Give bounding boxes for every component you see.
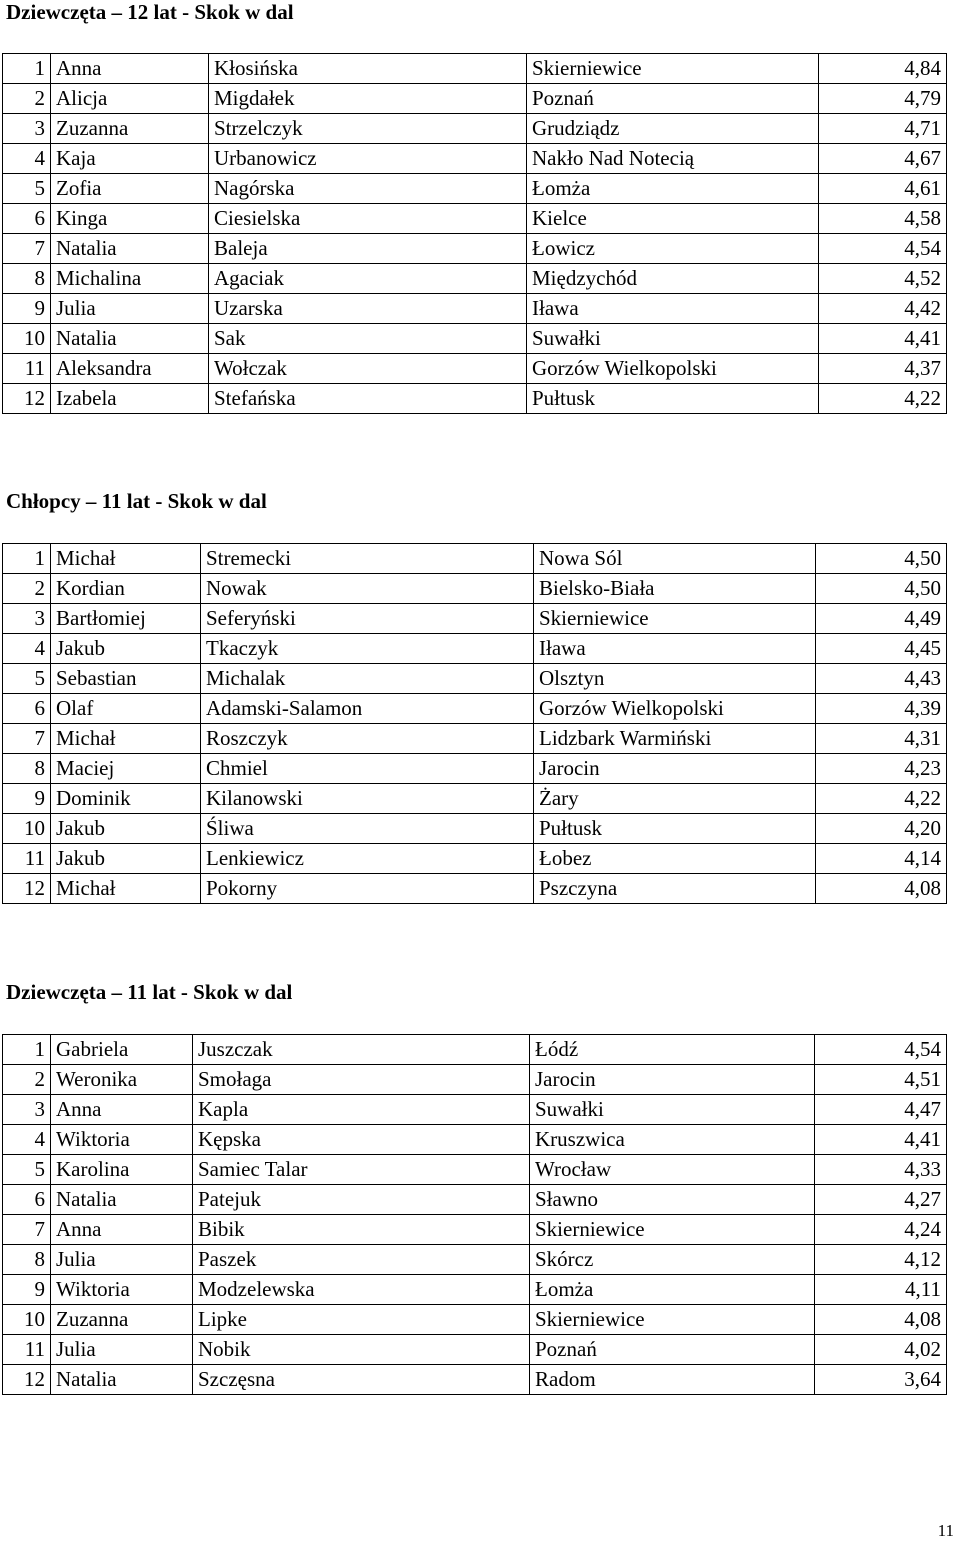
section-title-girls-11: Dziewczęta – 11 lat - Skok w dal (6, 980, 293, 1004)
last-name-cell: Ciesielska (209, 204, 527, 234)
score-cell: 4,51 (815, 1065, 947, 1095)
rank-cell: 6 (3, 694, 51, 724)
score-cell: 4,22 (816, 784, 947, 814)
table-row (3, 1125, 947, 1155)
table-row (3, 354, 947, 384)
city-cell: Suwałki (527, 324, 819, 354)
score-cell: 4,37 (819, 354, 947, 384)
city-cell: Poznań (530, 1335, 815, 1365)
first-name-cell: Jakub (51, 634, 201, 664)
score-cell: 4,84 (819, 54, 947, 84)
last-name-cell: Lipke (193, 1305, 530, 1335)
city-cell: Bielsko-Biała (534, 574, 816, 604)
table-row (3, 324, 947, 354)
first-name-cell: Natalia (51, 234, 209, 264)
last-name-cell: Migdałek (209, 84, 527, 114)
last-name-cell: Modzelewska (193, 1275, 530, 1305)
city-cell: Kielce (527, 204, 819, 234)
last-name-cell: Nobik (193, 1335, 530, 1365)
city-cell: Łobez (534, 844, 816, 874)
rank-cell: 5 (3, 1155, 51, 1185)
score-cell: 4,54 (819, 234, 947, 264)
table-row (3, 1155, 947, 1185)
table-row (3, 604, 947, 634)
city-cell: Łomża (530, 1275, 815, 1305)
rank-cell: 10 (3, 1305, 51, 1335)
score-cell: 4,27 (815, 1185, 947, 1215)
results-table-girls-11 (2, 1034, 947, 1395)
first-name-cell: Natalia (51, 1365, 193, 1395)
city-cell: Iława (534, 634, 816, 664)
score-cell: 4,33 (815, 1155, 947, 1185)
rank-cell: 8 (3, 1245, 51, 1275)
first-name-cell: Jakub (51, 844, 201, 874)
table-row (3, 84, 947, 114)
score-cell: 4,61 (819, 174, 947, 204)
first-name-cell: Anna (51, 54, 209, 84)
first-name-cell: Anna (51, 1095, 193, 1125)
first-name-cell: Michał (51, 724, 201, 754)
last-name-cell: Smołaga (193, 1065, 530, 1095)
score-cell: 4,47 (815, 1095, 947, 1125)
score-cell: 4,41 (819, 324, 947, 354)
first-name-cell: Michał (51, 544, 201, 574)
last-name-cell: Samiec Talar (193, 1155, 530, 1185)
score-cell: 4,42 (819, 294, 947, 324)
score-cell: 4,20 (816, 814, 947, 844)
table-row (3, 784, 947, 814)
score-cell: 4,11 (815, 1275, 947, 1305)
table-row (3, 264, 947, 294)
score-cell: 4,24 (815, 1215, 947, 1245)
table-row (3, 574, 947, 604)
rank-cell: 1 (3, 544, 51, 574)
table-row (3, 54, 947, 84)
table-row (3, 1065, 947, 1095)
rank-cell: 1 (3, 54, 51, 84)
city-cell: Lidzbark Warmiński (534, 724, 816, 754)
first-name-cell: Michał (51, 874, 201, 904)
rank-cell: 4 (3, 144, 51, 174)
table-row (3, 234, 947, 264)
last-name-cell: Szczęsna (193, 1365, 530, 1395)
rank-cell: 5 (3, 664, 51, 694)
table-row (3, 724, 947, 754)
rank-cell: 7 (3, 1215, 51, 1245)
table-row (3, 874, 947, 904)
table-row (3, 144, 947, 174)
first-name-cell: Anna (51, 1215, 193, 1245)
last-name-cell: Agaciak (209, 264, 527, 294)
score-cell: 4,50 (816, 574, 947, 604)
city-cell: Międzychód (527, 264, 819, 294)
city-cell: Radom (530, 1365, 815, 1395)
first-name-cell: Kinga (51, 204, 209, 234)
rank-cell: 8 (3, 754, 51, 784)
table-row (3, 114, 947, 144)
table-row (3, 544, 947, 574)
last-name-cell: Śliwa (201, 814, 534, 844)
rank-cell: 12 (3, 1365, 51, 1395)
rank-cell: 6 (3, 204, 51, 234)
last-name-cell: Strzelczyk (209, 114, 527, 144)
score-cell: 4,39 (816, 694, 947, 724)
rank-cell: 10 (3, 814, 51, 844)
last-name-cell: Michalak (201, 664, 534, 694)
score-cell: 4,50 (816, 544, 947, 574)
last-name-cell: Kapla (193, 1095, 530, 1125)
table-row (3, 814, 947, 844)
city-cell: Nowa Sól (534, 544, 816, 574)
rank-cell: 11 (3, 354, 51, 384)
city-cell: Jarocin (530, 1065, 815, 1095)
last-name-cell: Kępska (193, 1125, 530, 1155)
last-name-cell: Stremecki (201, 544, 534, 574)
table-row (3, 1335, 947, 1365)
rank-cell: 4 (3, 634, 51, 664)
city-cell: Iława (527, 294, 819, 324)
first-name-cell: Natalia (51, 324, 209, 354)
rank-cell: 9 (3, 1275, 51, 1305)
score-cell: 4,43 (816, 664, 947, 694)
city-cell: Wrocław (530, 1155, 815, 1185)
last-name-cell: Bibik (193, 1215, 530, 1245)
city-cell: Skórcz (530, 1245, 815, 1275)
rank-cell: 4 (3, 1125, 51, 1155)
table-row (3, 694, 947, 724)
city-cell: Nakło Nad Notecią (527, 144, 819, 174)
rank-cell: 3 (3, 604, 51, 634)
city-cell: Żary (534, 784, 816, 814)
table-row (3, 1095, 947, 1125)
table-row (3, 294, 947, 324)
score-cell: 4,52 (819, 264, 947, 294)
last-name-cell: Sak (209, 324, 527, 354)
table-row (3, 174, 947, 204)
first-name-cell: Maciej (51, 754, 201, 784)
score-cell: 4,12 (815, 1245, 947, 1275)
score-cell: 4,41 (815, 1125, 947, 1155)
last-name-cell: Uzarska (209, 294, 527, 324)
first-name-cell: Aleksandra (51, 354, 209, 384)
first-name-cell: Michalina (51, 264, 209, 294)
first-name-cell: Dominik (51, 784, 201, 814)
first-name-cell: Kaja (51, 144, 209, 174)
last-name-cell: Patejuk (193, 1185, 530, 1215)
table-row (3, 664, 947, 694)
city-cell: Poznań (527, 84, 819, 114)
city-cell: Łowicz (527, 234, 819, 264)
score-cell: 4,23 (816, 754, 947, 784)
score-cell: 4,31 (816, 724, 947, 754)
rank-cell: 12 (3, 874, 51, 904)
table-row (3, 1245, 947, 1275)
city-cell: Suwałki (530, 1095, 815, 1125)
table-row (3, 754, 947, 784)
first-name-cell: Olaf (51, 694, 201, 724)
city-cell: Jarocin (534, 754, 816, 784)
first-name-cell: Natalia (51, 1185, 193, 1215)
last-name-cell: Chmiel (201, 754, 534, 784)
first-name-cell: Julia (51, 294, 209, 324)
last-name-cell: Kilanowski (201, 784, 534, 814)
rank-cell: 2 (3, 1065, 51, 1095)
first-name-cell: Julia (51, 1245, 193, 1275)
first-name-cell: Sebastian (51, 664, 201, 694)
city-cell: Gorzów Wielkopolski (534, 694, 816, 724)
first-name-cell: Zofia (51, 174, 209, 204)
score-cell: 4,71 (819, 114, 947, 144)
rank-cell: 12 (3, 384, 51, 414)
last-name-cell: Pokorny (201, 874, 534, 904)
first-name-cell: Jakub (51, 814, 201, 844)
score-cell: 4,54 (815, 1035, 947, 1065)
results-table-boys-11 (2, 543, 947, 904)
rank-cell: 7 (3, 724, 51, 754)
city-cell: Łódź (530, 1035, 815, 1065)
table-row (3, 1035, 947, 1065)
first-name-cell: Kordian (51, 574, 201, 604)
last-name-cell: Lenkiewicz (201, 844, 534, 874)
last-name-cell: Nagórska (209, 174, 527, 204)
city-cell: Łomża (527, 174, 819, 204)
city-cell: Grudziądz (527, 114, 819, 144)
city-cell: Pszczyna (534, 874, 816, 904)
section-title-girls-12: Dziewczęta – 12 lat - Skok w dal (6, 0, 294, 24)
last-name-cell: Stefańska (209, 384, 527, 414)
first-name-cell: Karolina (51, 1155, 193, 1185)
score-cell: 4,67 (819, 144, 947, 174)
last-name-cell: Baleja (209, 234, 527, 264)
first-name-cell: Zuzanna (51, 114, 209, 144)
rank-cell: 3 (3, 114, 51, 144)
score-cell: 3,64 (815, 1365, 947, 1395)
table-row (3, 384, 947, 414)
last-name-cell: Juszczak (193, 1035, 530, 1065)
first-name-cell: Zuzanna (51, 1305, 193, 1335)
last-name-cell: Tkaczyk (201, 634, 534, 664)
last-name-cell: Roszczyk (201, 724, 534, 754)
rank-cell: 8 (3, 264, 51, 294)
table-row (3, 204, 947, 234)
page-number: 11 (937, 1521, 954, 1540)
first-name-cell: Alicja (51, 84, 209, 114)
city-cell: Olsztyn (534, 664, 816, 694)
city-cell: Skierniewice (530, 1305, 815, 1335)
last-name-cell: Kłosińska (209, 54, 527, 84)
score-cell: 4,14 (816, 844, 947, 874)
rank-cell: 3 (3, 1095, 51, 1125)
rank-cell: 6 (3, 1185, 51, 1215)
table-row (3, 1215, 947, 1245)
first-name-cell: Bartłomiej (51, 604, 201, 634)
score-cell: 4,79 (819, 84, 947, 114)
rank-cell: 9 (3, 294, 51, 324)
score-cell: 4,45 (816, 634, 947, 664)
score-cell: 4,08 (815, 1305, 947, 1335)
rank-cell: 2 (3, 84, 51, 114)
city-cell: Kruszwica (530, 1125, 815, 1155)
score-cell: 4,58 (819, 204, 947, 234)
rank-cell: 5 (3, 174, 51, 204)
rank-cell: 11 (3, 1335, 51, 1365)
table-row (3, 634, 947, 664)
city-cell: Pułtusk (527, 384, 819, 414)
rank-cell: 10 (3, 324, 51, 354)
first-name-cell: Wiktoria (51, 1125, 193, 1155)
first-name-cell: Gabriela (51, 1035, 193, 1065)
score-cell: 4,22 (819, 384, 947, 414)
rank-cell: 1 (3, 1035, 51, 1065)
rank-cell: 2 (3, 574, 51, 604)
score-cell: 4,08 (816, 874, 947, 904)
results-table-girls-12 (2, 53, 947, 414)
city-cell: Sławno (530, 1185, 815, 1215)
last-name-cell: Wołczak (209, 354, 527, 384)
table-row (3, 1275, 947, 1305)
table-row (3, 1365, 947, 1395)
score-cell: 4,02 (815, 1335, 947, 1365)
city-cell: Pułtusk (534, 814, 816, 844)
last-name-cell: Urbanowicz (209, 144, 527, 174)
city-cell: Gorzów Wielkopolski (527, 354, 819, 384)
score-cell: 4,49 (816, 604, 947, 634)
city-cell: Skierniewice (530, 1215, 815, 1245)
last-name-cell: Seferyński (201, 604, 534, 634)
last-name-cell: Paszek (193, 1245, 530, 1275)
last-name-cell: Adamski-Salamon (201, 694, 534, 724)
rank-cell: 11 (3, 844, 51, 874)
rank-cell: 7 (3, 234, 51, 264)
first-name-cell: Wiktoria (51, 1275, 193, 1305)
rank-cell: 9 (3, 784, 51, 814)
first-name-cell: Izabela (51, 384, 209, 414)
table-row (3, 1185, 947, 1215)
city-cell: Skierniewice (527, 54, 819, 84)
table-row (3, 844, 947, 874)
first-name-cell: Weronika (51, 1065, 193, 1095)
table-row (3, 1305, 947, 1335)
last-name-cell: Nowak (201, 574, 534, 604)
city-cell: Skierniewice (534, 604, 816, 634)
first-name-cell: Julia (51, 1335, 193, 1365)
section-title-boys-11: Chłopcy – 11 lat - Skok w dal (6, 489, 267, 513)
